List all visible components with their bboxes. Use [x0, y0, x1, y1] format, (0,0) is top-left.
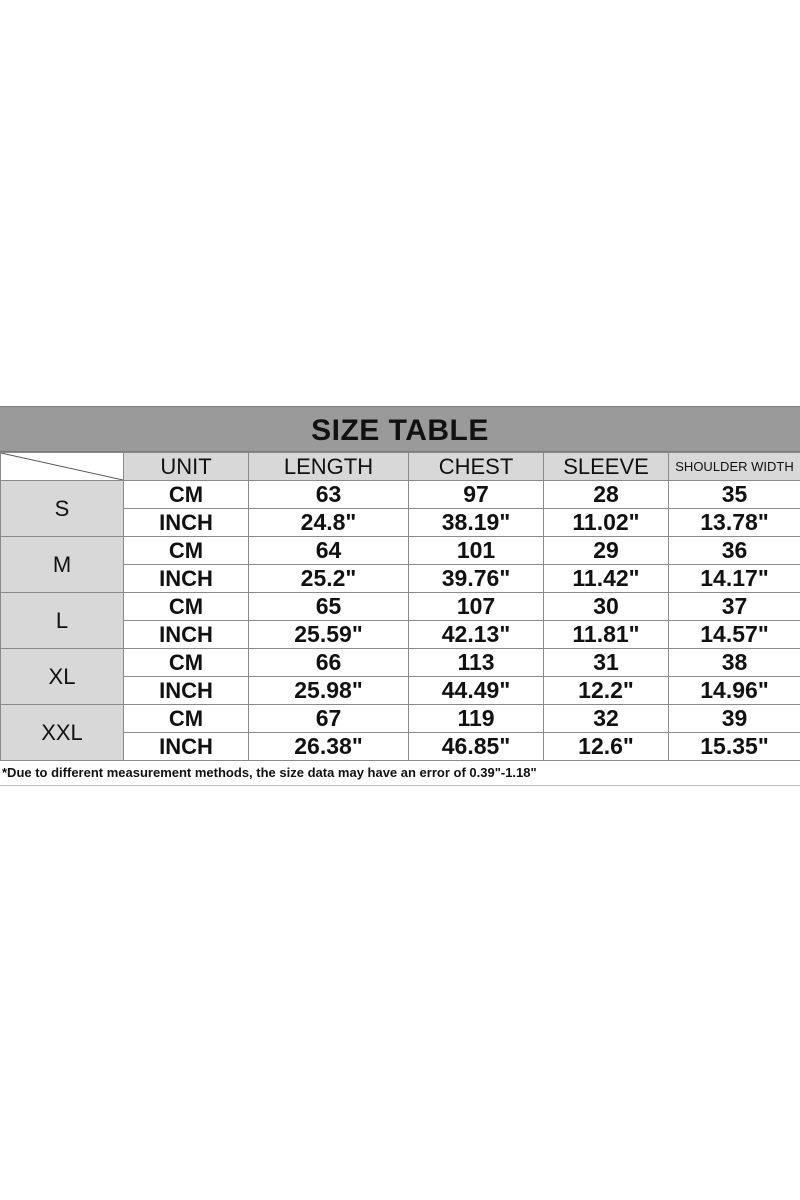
unit-cell: CM [124, 481, 249, 509]
unit-cell: INCH [124, 509, 249, 537]
unit-cell: INCH [124, 565, 249, 593]
measurement-note: *Due to different measurement methods, the size data may have an error of 0.39"-1.18" [0, 761, 800, 786]
shoulder-cell: 38 [669, 649, 800, 677]
chest-cell: 44.49" [409, 677, 544, 705]
chest-cell: 97 [409, 481, 544, 509]
length-cell: 65 [249, 593, 409, 621]
shoulder-cell: 14.96" [669, 677, 800, 705]
size-table [0, 406, 800, 786]
column-header-shoulder-width: SHOULDER WIDTH [669, 453, 800, 481]
length-cell: 25.59" [249, 621, 409, 649]
size-table-title: SIZE TABLE [311, 414, 489, 447]
sleeve-cell: 28 [544, 481, 669, 509]
length-cell: 67 [249, 705, 409, 733]
column-header-chest: CHEST [409, 453, 544, 481]
unit-cell: INCH [124, 621, 249, 649]
shoulder-cell: 39 [669, 705, 800, 733]
chest-cell: 46.85" [409, 733, 544, 761]
shoulder-cell: 15.35" [669, 733, 800, 761]
length-cell: 25.2" [249, 565, 409, 593]
chest-cell: 38.19" [409, 509, 544, 537]
sleeve-cell: 29 [544, 537, 669, 565]
length-cell: 26.38" [249, 733, 409, 761]
shoulder-cell: 37 [669, 593, 800, 621]
column-header-sleeve: SLEEVE [544, 453, 669, 481]
chest-cell: 39.76" [409, 565, 544, 593]
unit-cell: CM [124, 593, 249, 621]
chest-cell: 119 [409, 705, 544, 733]
shoulder-cell: 13.78" [669, 509, 800, 537]
chest-cell: 107 [409, 593, 544, 621]
size-label: S [1, 481, 124, 537]
sleeve-cell: 12.2" [544, 677, 669, 705]
sleeve-cell: 11.81" [544, 621, 669, 649]
column-header-length: LENGTH [249, 453, 409, 481]
column-header-unit: UNIT [124, 453, 249, 481]
sleeve-cell: 32 [544, 705, 669, 733]
unit-cell: CM [124, 537, 249, 565]
size-label: M [1, 537, 124, 593]
unit-cell: CM [124, 649, 249, 677]
chest-cell: 42.13" [409, 621, 544, 649]
table-row [1, 649, 800, 677]
sleeve-cell: 11.42" [544, 565, 669, 593]
length-cell: 24.8" [249, 509, 409, 537]
sleeve-cell: 11.02" [544, 509, 669, 537]
sleeve-cell: 12.6" [544, 733, 669, 761]
length-cell: 66 [249, 649, 409, 677]
shoulder-cell: 14.57" [669, 621, 800, 649]
length-cell: 63 [249, 481, 409, 509]
unit-cell: CM [124, 705, 249, 733]
length-cell: 25.98" [249, 677, 409, 705]
sleeve-cell: 31 [544, 649, 669, 677]
sleeve-cell: 30 [544, 593, 669, 621]
header-row [1, 453, 800, 481]
table-row [1, 705, 800, 733]
size-label: L [1, 593, 124, 649]
table-row [1, 593, 800, 621]
size-table-title-bar [0, 406, 800, 452]
diagonal-divider [1, 453, 123, 480]
unit-cell: INCH [124, 733, 249, 761]
size-label: XXL [1, 705, 124, 761]
table-row [1, 481, 800, 509]
unit-cell: INCH [124, 677, 249, 705]
chest-cell: 101 [409, 537, 544, 565]
shoulder-cell: 36 [669, 537, 800, 565]
shoulder-cell: 35 [669, 481, 800, 509]
shoulder-cell: 14.17" [669, 565, 800, 593]
size-label: XL [1, 649, 124, 705]
length-cell: 64 [249, 537, 409, 565]
table-row [1, 537, 800, 565]
corner-cell [1, 453, 124, 481]
size-chart-grid [0, 452, 800, 761]
chest-cell: 113 [409, 649, 544, 677]
